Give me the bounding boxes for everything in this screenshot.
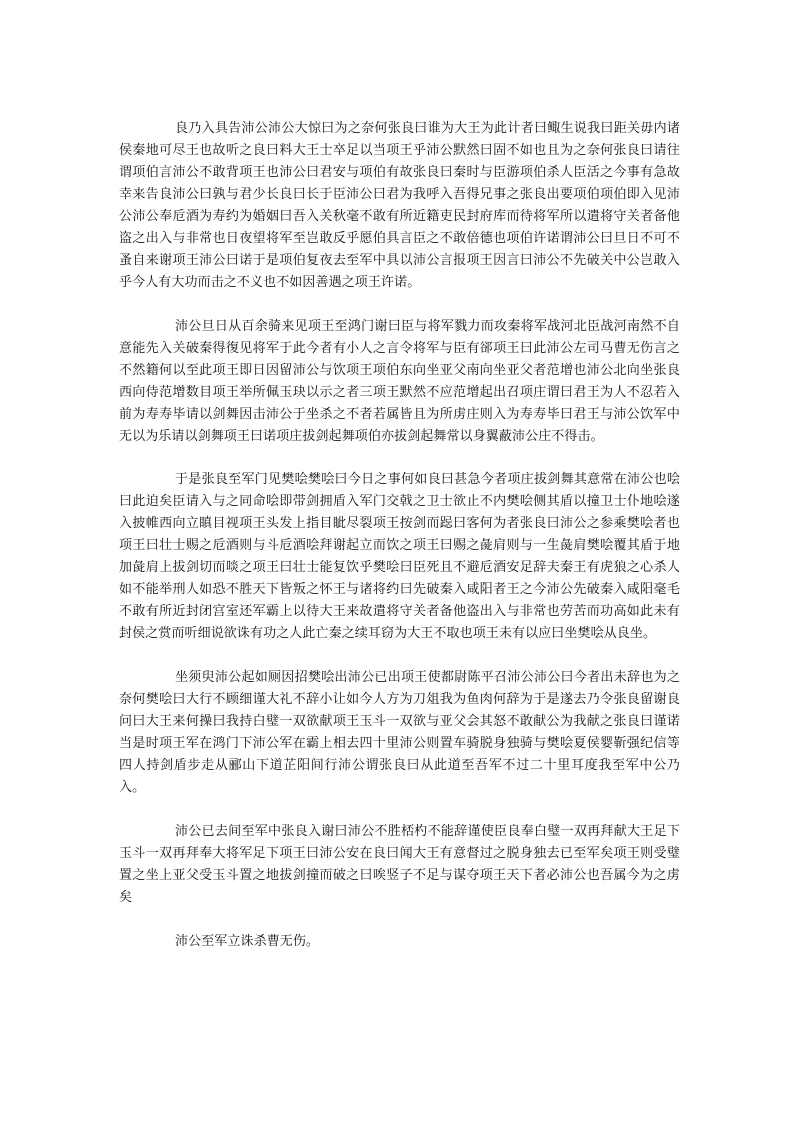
paragraph-5: 沛公已去间至军中张良入谢曰沛公不胜桮杓不能辞谨使臣良奉白璧一双再拜献大王足下玉斗一双再拜奉大将军足下项王曰沛公安在良曰闻大王有意督过之脱身独去已至军矣项王则受璧置之坐上亚父受玉斗置之地拔剑撞而破之曰唉竖子不足与谋夺项王天下者必沛公也吾属今为之虏矣 — [119, 824, 680, 905]
paragraph-4: 坐须臾沛公起如厕因招樊哙出沛公已出项王使都尉陈平召沛公沛公曰今者出未辞也为之奈何樊哙曰大行不顾细谨大礼不辞小让如今人方为刀俎我为鱼肉何辞为于是遂去乃令张良留谢良问曰大王来何操曰我持白璧一双欲献项王玉斗一双欲与亚父会其怒不敢献公为我献之张良曰谨诺当是时项王军在鸿门下沛公军在霸上相去四十里沛公则置车骑脱身独骑与樊哙夏侯婴靳强纪信等四人持剑盾步走从郦山下道芷阳间行沛公谓张良曰从此道至吾军不过二十里耳度我至军中公乃入。 — [119, 670, 680, 795]
document-body — [119, 118, 680, 975]
paragraph-2: 沛公旦日从百余骑来见项王至鸿门谢曰臣与将军戮力而攻秦将军战河北臣战河南然不自意能先入关破秦得復见将军于此今者有小人之言令将军与臣有郤项王曰此沛公左司马曹无伤言之不然籍何以至此项王即日因留沛公与饮项王项伯东向坐亚父南向坐亚父者范增也沛公北向坐张良西向侍范增数目项王举所佩玉玦以示之者三项王默然不应范增起出召项庄谓曰君王为人不忍若入前为寿寿毕请以剑舞因击沛公于坐杀之不者若属皆且为所虏庄则入为寿寿毕曰君王与沛公饮军中无以为乐请以剑舞项王曰诺项庄拔剑起舞项伯亦拔剑起舞常以身翼蔽沛公庄不得击。 — [119, 319, 680, 444]
paragraph-3: 于是张良至军门见樊哙樊哙曰今日之事何如良曰甚急今者项庄拔剑舞其意常在沛公也哙曰此迫矣臣请入与之同命哙即带剑拥盾入军门交戟之卫士欲止不内樊哙侧其盾以撞卫士仆地哙遂入披帷西向立瞋目视项王头发上指目眦尽裂项王按剑而跽曰客何为者张良曰沛公之参乘樊哙者也项王曰壮士赐之卮酒则与斗卮酒哙拜谢起立而饮之项王曰赐之彘肩则与一生彘肩樊哙覆其盾于地加彘肩上拔剑切而啖之项王曰壮士能复饮乎樊哙曰臣死且不避卮酒安足辞夫秦王有虎狼之心杀人如不能举刑人如恐不胜天下皆叛之怀王与诸将约曰先破秦入咸阳者王之今沛公先破秦入咸阳毫毛不敢有所近封闭宫室还军霸上以待大王来故遣将守关者备他盗出入与非常也劳苦而功高如此未有封侯之赏而听细说欲诛有功之人此亡秦之续耳窃为大王不取也项王未有以应曰坐樊哙从良坐。 — [119, 472, 680, 641]
paragraph-6: 沛公至军立诛杀曹无伤。 — [175, 934, 320, 949]
paragraph-1: 良乃入具告沛公沛公大惊曰为之奈何张良曰谁为大王为此计者曰鲰生说我曰距关毋内诸侯秦地可尽王也故听之良曰料大王士卒足以当项王乎沛公默然曰固不如也且为之奈何张良曰请往谓项伯言沛公不敢背项王也沛公曰君安与项伯有故张良曰秦时与臣游项伯杀人臣活之今事有急故幸来告良沛公曰孰与君少长良曰长于臣沛公曰君为我呼入吾得兄事之张良出要项伯项伯即入见沛公沛公奉卮酒为寿约为婚姻曰吾入关秋毫不敢有所近籍吏民封府库而待将军所以遣将守关者备他盗之出入与非常也日夜望将军至岂敢反乎愿伯具言臣之不敢倍德也项伯许诺谓沛公曰旦日不可不蚤自来谢项王沛公曰诺于是项伯复夜去至军中具以沛公言报项王因言曰沛公不先破关中公岂敢入乎今人有大功而击之不义也不如因善遇之项王许诺。 — [119, 121, 680, 290]
